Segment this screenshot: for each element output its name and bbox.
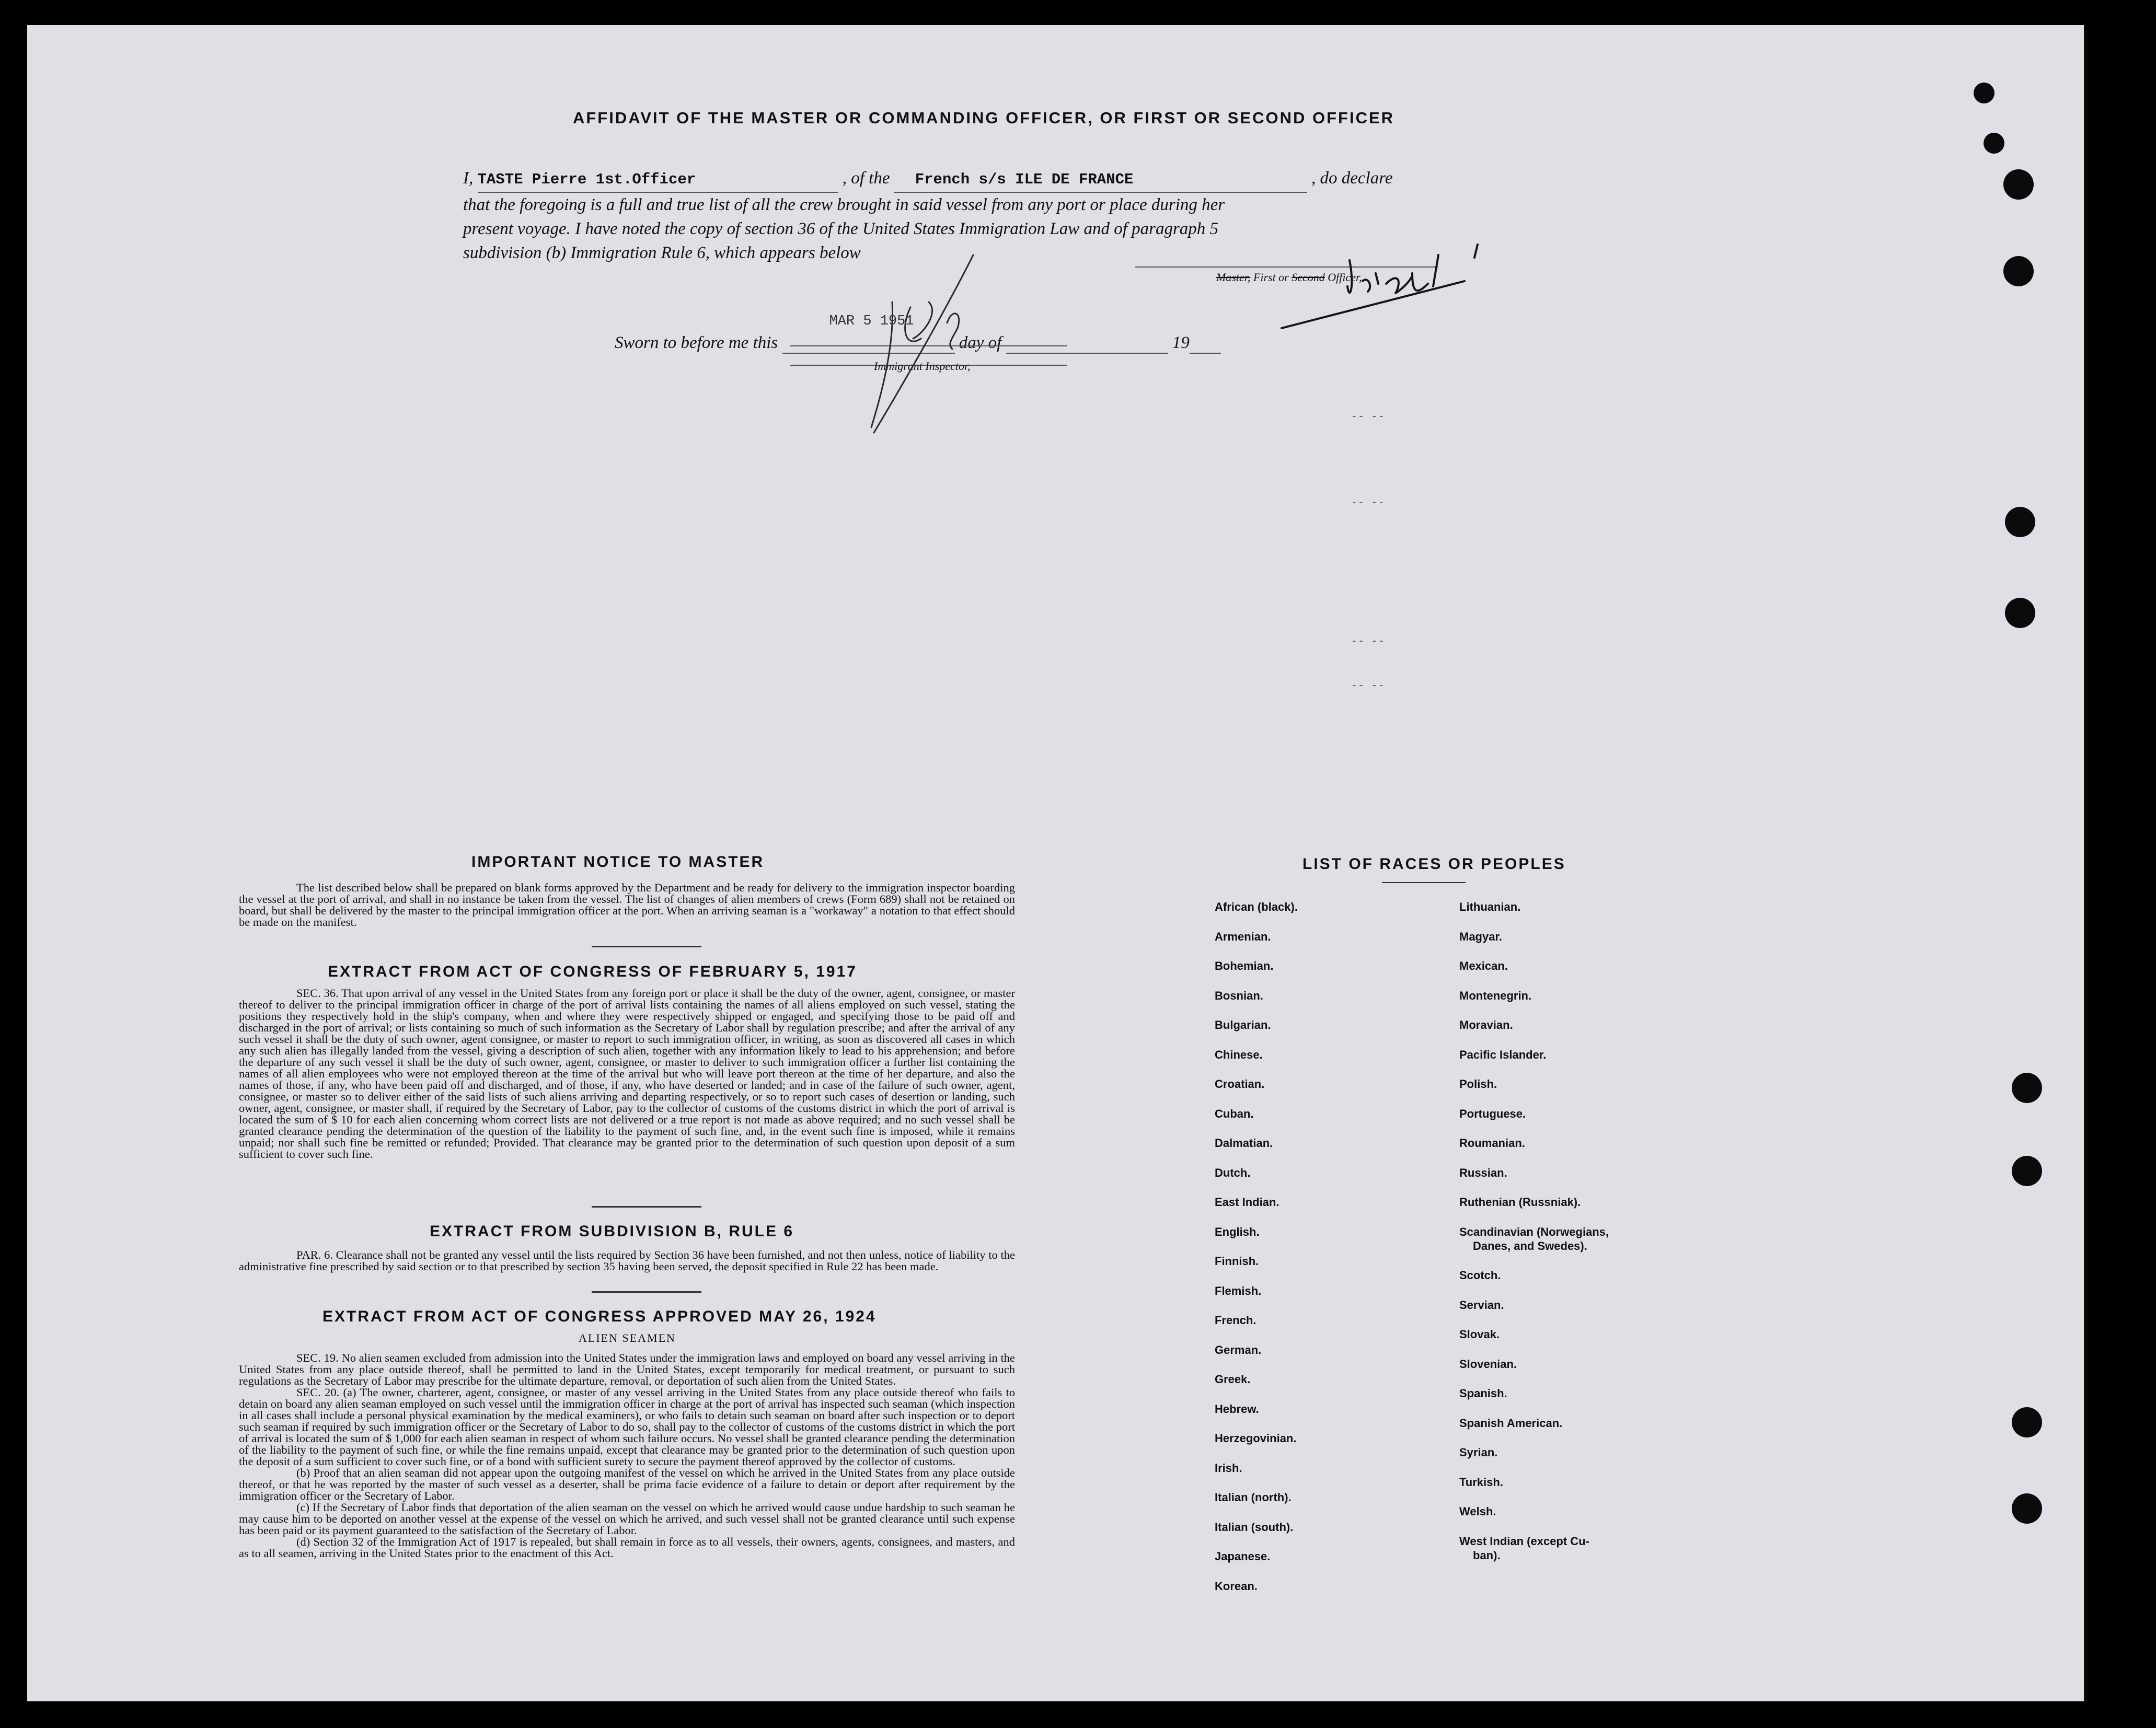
affidavit-line-3: present voyage. I have noted the copy of section 36 of the United States Immigration Law and of paragraph 5 — [463, 219, 1219, 238]
race-item: Scotch. — [1459, 1269, 1501, 1282]
binder-hole — [2005, 507, 2035, 537]
divider — [592, 1291, 701, 1293]
race-item: Mexican. — [1459, 959, 1508, 972]
race-item: Bosnian. — [1215, 989, 1263, 1002]
races-title: LIST OF RACES OR PEOPLES — [1302, 855, 1566, 873]
race-item: East Indian. — [1215, 1196, 1279, 1209]
divider — [592, 1206, 701, 1208]
faint-dash-marks: -- -- — [1352, 409, 1387, 422]
notice-text: The list described below shall be prepared on blank forms approved by the Department and be ready for delivery to the immigration inspector boarding the vessel at the port of arrival, and shall in no instance be taken from the vessel. The list of changes of alien members of crews (Form 689) shall not be retained on board, but shall be delivered by the master to the principal immigration officer at the port. When an arriving seaman is a "workaway" a notation to that effect should be made on the manifest. — [239, 881, 1015, 929]
section-20a: SEC. 20. (a) The owner, charterer, agent, consignee, or master of any vessel arriving in the United States from any place outside thereof who fails to detain on board any alien seaman employed on such vessel until the immigration officer in charge at the port of arrival has inspected such seaman (which inspection in all cases shall include a personal physical examination by the medical examiners), or who fails to detain such seaman on board after such inspection or to deport such seaman if required by such immigration officer or the Secretary of Labor to do so, shall pay to the collector of customs of the customs district in which the port of arrival is located the sum of $ 1,000 for each alien seaman in respect of whom such failure occurs. No vessel shall be granted clearance pending the determination of the liability to the payment of such fine, or while the fine remains unpaid, except that clearance may be granted prior to the determination of such question upon the deposit of a sum sufficient to cover such fine, or of a bond with sufficient surety to secure the payment thereof approved by the collector of customs. — [239, 1386, 1015, 1468]
affidavit-line-2: that the foregoing is a full and true list of all the crew brought in said vessel from any port or place during her — [463, 195, 1225, 214]
caption-first-or: First or — [1250, 271, 1292, 284]
officer-name-field — [478, 166, 838, 193]
race-item: Spanish American. — [1459, 1416, 1563, 1430]
caption-officer: Officer, — [1324, 271, 1362, 284]
race-item: Portuguese. — [1459, 1107, 1526, 1120]
race-item: Turkish. — [1459, 1475, 1503, 1489]
extract-1924-title: EXTRACT FROM ACT OF CONGRESS APPROVED MAY 26, 1924 — [322, 1308, 877, 1325]
race-item: Herzegovinian. — [1215, 1432, 1297, 1445]
race-item: Spanish. — [1459, 1387, 1507, 1400]
race-item: Magyar. — [1459, 930, 1502, 943]
section-20c: (c) If the Secretary of Labor finds that deportation of the alien seaman on the vessel on which he arrived would cause undue hardship to such seaman he may cause him to be deported on another vessel at the expense of the vessel on which he arrived, and such vessel shall not be granted clearance until such expense has been paid or its payment guaranteed to the satisfaction of the Secretary of Labor. — [239, 1501, 1015, 1537]
year-field — [1190, 333, 1221, 354]
race-item: ban). — [1473, 1548, 1501, 1562]
binder-hole — [2003, 256, 2034, 286]
race-item: German. — [1215, 1343, 1262, 1356]
affidavit-i: I, — [463, 169, 474, 188]
extract-1917-text: SEC. 36. That upon arrival of any vessel in the United States from any foreign port or place it shall be the duty of the owner, agent, consignee, or master thereof to deliver to the principal immigration officer in charge of the port of arrival lists containing the names of all aliens employed on such vessel, stating the positions they respectively hold in the ship's company, when and where they were respectively shipped or engaged, and specifying those to be paid off and discharged in the port of arrival; or lists containing so much of such information as the Secretary of Labor shall by regulation prescribe; and after the arrival of any such vessel it shall be the duty of such owner, agent consignee, or master to report to such immigration officer, in writing, as soon as discovered all cases in which any such alien has illegally landed from the vessel, giving a description of such alien, together with any information likely to lead to his apprehension; and before the departure of any such vessel it shall be the duty of such owner, agent, consignee, or master to deliver to such immigration officer a further list containing the names of all alien employees who were not employed thereon at the time of the arrival but who will leave port thereon at the time of her departure, and also the names of those, if any, who have been paid off and discharged, and of those, if any, who have deserted or landed; and in case of the failure of such owner, agent, consignee, or master so to deliver either of the said lists of such aliens arriving and departing respectively, or so to report such cases of desertion or landing, such owner, agent, consignee, or master shall, if required by the Secretary of Labor, pay to the collector of customs of the customs district in which the port of arrival is located the sum of $ 10 for each alien concerning whom correct lists are not delivered or a true report is not made as above required; and no such vessel shall be granted clearance pending the determination of the question of the liability to the payment of such fine, and, in the event such fine is imposed, while it remains unpaid; nor shall such fine be remitted or refunded; Provided. That clearance may be granted prior to the determination of such question upon deposit of a sum sufficient to cover such fine. — [239, 987, 1015, 1161]
binder-hole — [2012, 1407, 2042, 1437]
binder-hole — [2012, 1073, 2042, 1103]
race-item: Syrian. — [1459, 1446, 1498, 1459]
inspector-signature — [843, 245, 989, 443]
race-item: West Indian (except Cu- — [1459, 1534, 1589, 1548]
race-item: Scandinavian (Norwegians, — [1459, 1225, 1609, 1238]
section-19: SEC. 19. No alien seamen excluded from admission into the United States under the immigration laws and employed on board any vessel arriving in the United States from any place outside thereof, shall be permitted to land in the United States, except temporarily for medical treatment, or pursuant to such regulations as the Secretary of Labor may prescribe for the ultimate departure, removal, or deportation of such alien from the United States. — [239, 1351, 1015, 1387]
of-the-text: , of the — [842, 169, 890, 188]
section-20b: (b) Proof that an alien seaman did not appear upon the outgoing manifest of the vessel on which he arrived in the United States from any place outside thereof, or that he was reported by the master of such vessel as a deserter, shall be prima facie evidence of a failure to detain or deport after requirement by the immigration officer or the Secretary of Labor. — [239, 1466, 1015, 1502]
binder-hole — [2003, 169, 2034, 200]
race-item: English. — [1215, 1225, 1260, 1238]
sworn-before-text: Sworn to before me this — [615, 333, 778, 352]
race-item: Montenegrin. — [1459, 989, 1532, 1002]
race-item: Cuban. — [1215, 1107, 1254, 1120]
notice-title: IMPORTANT NOTICE TO MASTER — [471, 853, 765, 871]
race-item: Hebrew. — [1215, 1402, 1259, 1416]
race-item: Italian (north). — [1215, 1491, 1292, 1504]
divider — [592, 946, 701, 947]
faint-dash-marks: -- -- — [1352, 495, 1387, 508]
faint-dash-marks: -- -- — [1352, 634, 1387, 647]
race-item: Flemish. — [1215, 1284, 1262, 1297]
race-item: Russian. — [1459, 1166, 1507, 1179]
month-field — [1006, 333, 1168, 354]
race-item: Dutch. — [1215, 1166, 1251, 1179]
race-item: Chinese. — [1215, 1048, 1263, 1061]
affidavit-line-1 — [463, 166, 1456, 193]
do-declare-text: , do declare — [1311, 169, 1393, 188]
race-item: Italian (south). — [1215, 1520, 1294, 1534]
race-item: Armenian. — [1215, 930, 1271, 943]
extract-1924-text — [239, 1352, 1015, 1559]
caption-second-struck: Second — [1292, 271, 1325, 284]
race-item: Danes, and Swedes). — [1473, 1239, 1587, 1252]
affidavit-title: AFFIDAVIT OF THE MASTER OR COMMANDING OFFICER, OR FIRST OR SECOND OFFICER — [572, 109, 1395, 127]
race-item: Polish. — [1459, 1077, 1497, 1091]
extract-1917-title: EXTRACT FROM ACT OF CONGRESS OF FEBRUARY 5, 1917 — [328, 963, 857, 980]
binder-hole — [2005, 598, 2035, 628]
race-item: Japanese. — [1215, 1550, 1271, 1563]
races-right-column — [1459, 877, 1668, 1608]
race-item: Ruthenian (Russniak). — [1459, 1196, 1581, 1209]
race-item: Bulgarian. — [1215, 1018, 1271, 1031]
race-item: Pacific Islander. — [1459, 1048, 1547, 1061]
vessel-field — [894, 166, 1307, 193]
race-item: Croatian. — [1215, 1077, 1265, 1091]
race-item: Irish. — [1215, 1461, 1242, 1475]
race-item: Lithuanian. — [1459, 900, 1521, 913]
page-edge-shadow — [2084, 25, 2087, 1701]
day-of-text: day of — [959, 333, 1002, 352]
binder-hole — [2012, 1156, 2042, 1186]
race-item: Welsh. — [1459, 1505, 1496, 1518]
officer-caption — [1216, 271, 1362, 284]
races-left-column — [1215, 877, 1424, 1608]
inspector-caption: Immigrant Inspector, — [874, 359, 971, 373]
section-20d: (d) Section 32 of the Immigration Act of 1917 is repealed, but shall remain in force as to all vessels, their owners, agents, consignees, and masters, and as to all seamen, arriving in the United States prior to the enactment of this Act. — [239, 1535, 1015, 1560]
race-item: Korean. — [1215, 1579, 1258, 1593]
race-item: Slovenian. — [1459, 1357, 1517, 1371]
extract-rule6-title: EXTRACT FROM SUBDIVISION B, RULE 6 — [430, 1223, 794, 1240]
extract-rule6-text: PAR. 6. Clearance shall not be granted any vessel until the lists required by Section 36 have been furnished, and not then unless, notice of liability to the administrative fine prescribed by said section or to that prescribed by section 35 having been served, the deposit specified in Rule 22 has been made. — [239, 1248, 1015, 1273]
binder-hole — [1974, 83, 1994, 103]
race-item: Roumanian. — [1459, 1136, 1525, 1150]
caption-master-struck: Master, — [1216, 271, 1251, 284]
vessel-value: French s/s ILE DE FRANCE — [915, 171, 1134, 188]
race-item: Dalmatian. — [1215, 1136, 1273, 1150]
year-prefix: 19 — [1172, 333, 1190, 352]
affidavit-line-4: subdivision (b) Immigration Rule 6, which appears below — [463, 243, 861, 262]
race-item: Finnish. — [1215, 1255, 1259, 1268]
race-item: Greek. — [1215, 1373, 1251, 1386]
officer-name-value: TASTE Pierre 1st.Officer — [477, 171, 696, 188]
faint-dash-marks: -- -- — [1352, 678, 1387, 691]
date-stamp: MAR 5 1951 — [829, 314, 914, 329]
binder-hole — [1984, 133, 2004, 154]
binder-hole — [2012, 1493, 2042, 1524]
race-item: French. — [1215, 1314, 1256, 1327]
document-page — [27, 25, 2084, 1701]
extract-1924-subtitle: ALIEN SEAMEN — [579, 1331, 676, 1344]
race-item: African (black). — [1215, 900, 1298, 913]
race-item: Servian. — [1459, 1298, 1504, 1312]
race-item: Slovak. — [1459, 1328, 1500, 1341]
race-item: Bohemian. — [1215, 959, 1274, 972]
race-item: Moravian. — [1459, 1018, 1513, 1031]
